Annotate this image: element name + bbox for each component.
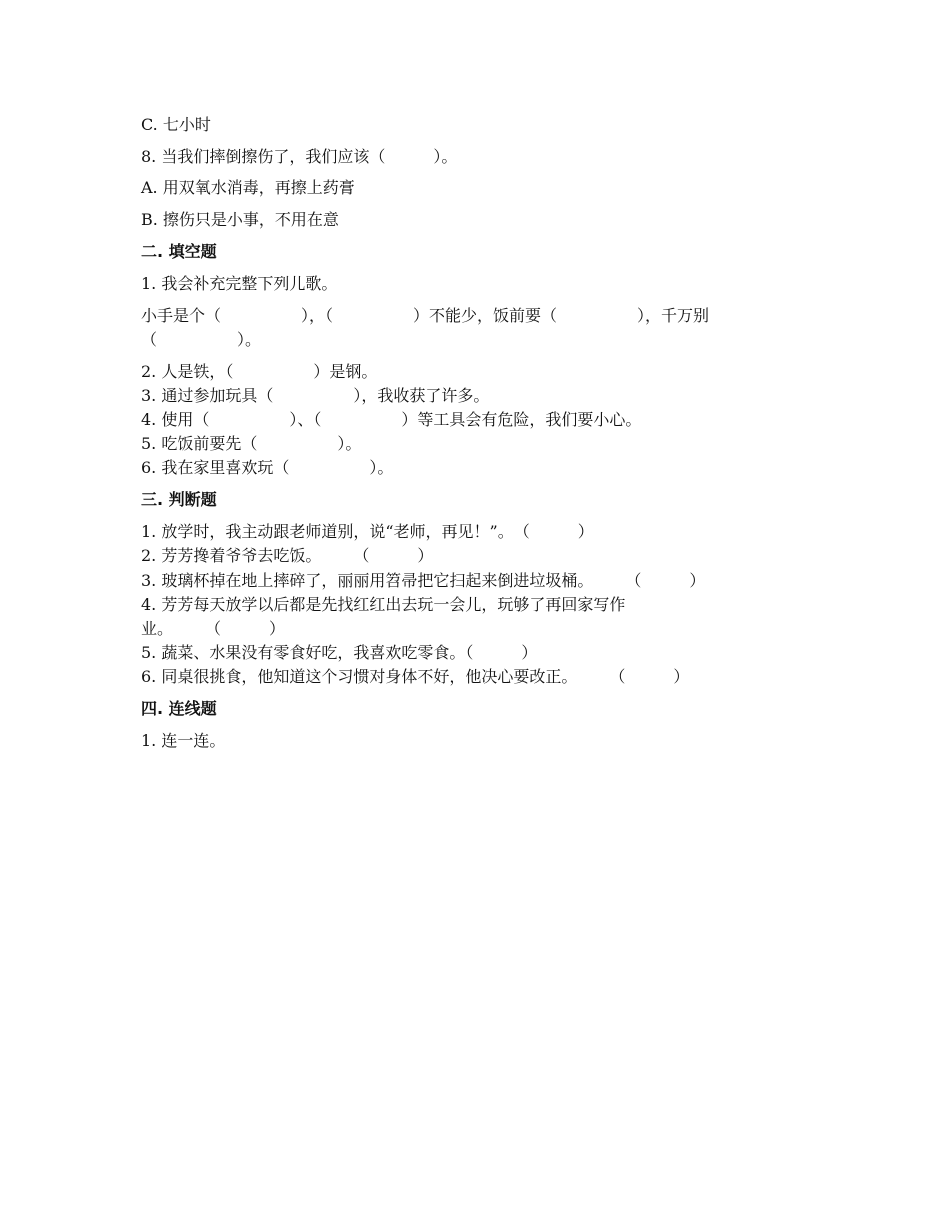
section-heading-fill-blank: 二. 填空题 [141,242,217,261]
judge-q1: 1. 放学时，我主动跟老师道别，说“老师，再见！”。 （ ） [141,522,594,541]
fill-q6: 6. 我在家里喜欢玩（ ）。 [141,458,394,477]
judge-q4-line2: 业。 （ ） [141,619,286,638]
fill-q4: 4. 使用（ ）、（ ）等工具会有危险，我们要小心。 [141,410,642,429]
match-q1: 1. 连一连。 [141,731,226,750]
fill-q5: 5. 吃饭前要先（ ）。 [141,434,362,453]
judge-q5: 5. 蔬菜、水果没有零食好吃，我喜欢吃零食。（ ） [141,643,538,662]
judge-q6: 6. 同桌很挑食，他知道这个习惯对身体不好，他决心要改正。 （ ） [141,667,690,686]
fill-q3: 3. 通过参加玩具（ ），我收获了许多。 [141,386,490,405]
section-heading-matching: 四. 连线题 [141,699,217,718]
fill-q1-stem: 1. 我会补充完整下列儿歌。 [141,274,338,293]
q8-option-a: A. 用双氧水消毒，再擦上药膏 [141,178,355,197]
q7-option-c: C. 七小时 [141,115,211,134]
q8-option-b: B. 擦伤只是小事，不用在意 [141,210,339,229]
fill-q1-line1: 小手是个（ ），（ ）不能少，饭前要（ ），千万别 [141,306,710,325]
q8-stem: 8. 当我们摔倒擦伤了，我们应该（ ）。 [141,147,458,166]
fill-q1-line2: （ ）。 [141,330,262,349]
fill-q2: 2. 人是铁，（ ）是钢。 [141,362,378,381]
judge-q2: 2. 芳芳搀着爷爷去吃饭。 （ ） [141,546,434,565]
section-heading-true-false: 三. 判断题 [141,490,217,509]
judge-q4-line1: 4. 芳芳每天放学以后都是先找红红出去玩一会儿，玩够了再回家写作 [141,595,626,614]
judge-q3: 3. 玻璃杯掉在地上摔碎了，丽丽用笤帚把它扫起来倒进垃圾桶。 （ ） [141,571,706,590]
